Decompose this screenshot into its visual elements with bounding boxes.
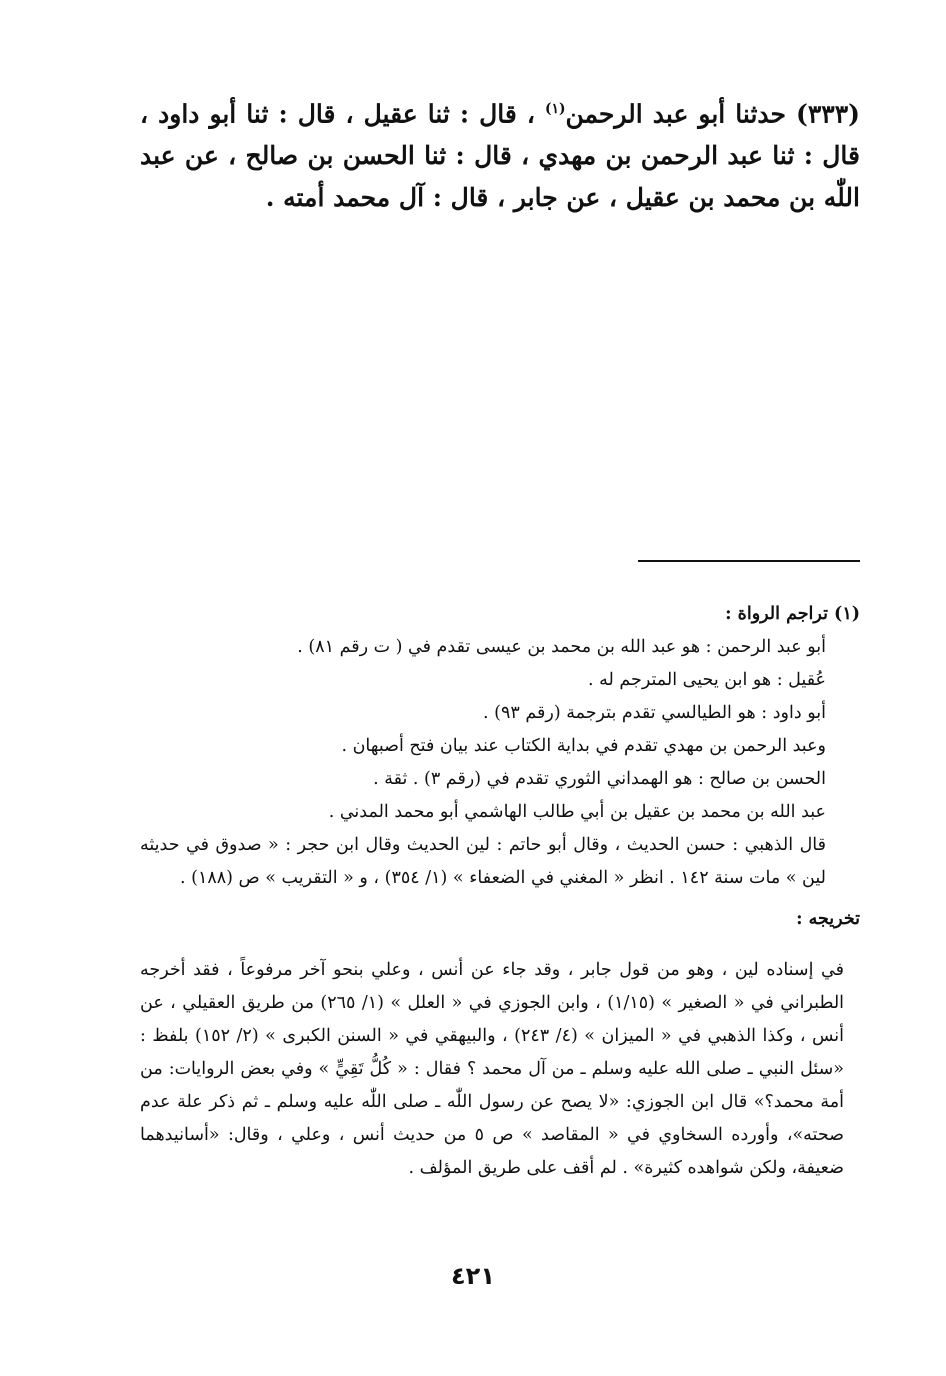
hadith-paragraph xyxy=(140,88,860,219)
footnote-marker: (١) xyxy=(545,101,566,117)
takhrij-text: في إسناده لين ، وهو من قول جابر ، وقد جاء عن أنس ، وعلي بنحو آخر مرفوعاً ، فقد أخرجه الطبراني في « الصغير » (١/١٥) ، وابن الجوزي في « العلل » (١/ ٢٦٥) من طريق العقيلي ، عن أنس ، وكذا الذهبي في « الميزان » (٤/ ٢٤٣) ، والبيهقي في « السنن الكبرى » (٢/ ١٥٢) بلفظ : «سئل النبي ـ صلى الله عليه وسلم ـ من آل محمد ؟ فقال : « كُلُّ تَقِيٍّ » وفي بعض الروايات: من أمة محمد؟» قال ابن الجوزي: «لا يصح عن رسول اللّٰه ـ صلى اللّٰه عليه وسلم ـ ثم ذكر علة عدم صحته»، وأورده السخاوي في « المقاصد » ص ٥ من حديث أنس ، وعلي ، وقال: «أسانيدهما ضعيفة، ولكن شواهده كثيرة» . لم أقف على طريق المؤلف . xyxy=(140,959,845,1178)
narrator-line: عبد الله بن محمد بن عقيل بن أبي طالب الهاشمي أبو محمد المدني . xyxy=(328,802,826,822)
hadith-text-start: حدثنا أبو عبد الرحمن xyxy=(565,99,797,129)
dhahabi-note: قال الذهبي : حسن الحديث ، وقال أبو حاتم : لين الحديث وقال ابن حجر : « صدوق في حديثه لين » مات سنة ١٤٢ . انظر « المغني في الضعفاء » (١/ ٣٥٤) ، و « التقريب » ص (١٨٨) . xyxy=(140,835,826,888)
footnotes xyxy=(140,598,860,1185)
footnote-separator xyxy=(638,560,860,562)
hadith-number: (٣٣٣) xyxy=(796,99,861,129)
hadith-text xyxy=(140,88,860,219)
narrator-line: وعبد الرحمن بن مهدي تقدم في بداية الكتاب عند بيان فتح أصبهان . xyxy=(341,736,826,756)
takhrij-heading: تخريجه : xyxy=(796,909,860,929)
narrator-line: أبو عبد الرحمن : هو عبد الله بن محمد بن عيسى تقدم في ( ت رقم ٨١) . xyxy=(297,637,826,657)
narrator-line: أبو داود : هو الطيالسي تقدم بترجمة (رقم ٩٣) . xyxy=(483,703,826,723)
hadith-text-rest: ، قال : ثنا عقيل ، قال : ثنا أبو داود ، قال : ثنا عبد الرحمن بن مهدي ، قال : ثنا الحسن بن صالح ، عن عبد اللّٰه بن محمد بن عقيل ، عن جابر ، قال : آل محمد أمته . xyxy=(140,99,860,213)
narrators-heading: (١) تراجم الرواة : xyxy=(725,604,860,624)
narrator-line: عُقيل : هو ابن يحيى المترجم له . xyxy=(587,670,826,690)
page-number: ٤٢١ xyxy=(451,1262,495,1290)
narrator-line: الحسن بن صالح : هو الهمداني الثوري تقدم في (رقم ٣) . ثقة . xyxy=(373,769,826,789)
